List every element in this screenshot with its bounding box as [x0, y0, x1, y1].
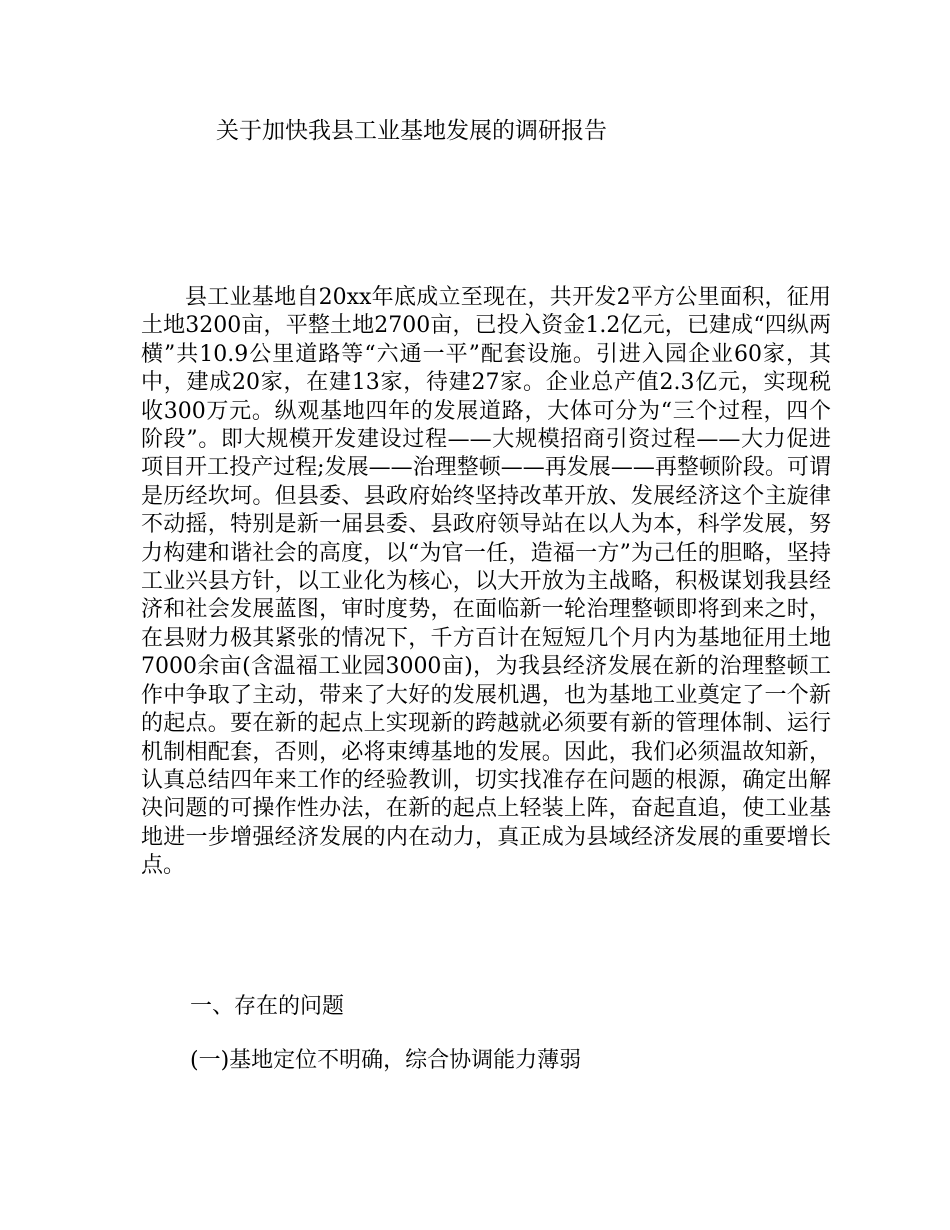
document-title: 关于加快我县工业基地发展的调研报告 [216, 118, 607, 144]
section-heading: 一、存在的问题 [190, 994, 345, 1019]
body-paragraph: 县工业基地自20xx年底成立至现在，共开发2平方公里面积，征用土地3200亩，平整土地2700亩，已投入资金1.2亿元，已建成“四纵两横”共10.9公里道路等“六通一平”配套设施。引进入园企业60家，其中，建成20家，在建13家，待建27家。企业总产值2.3亿元，实现税收300万元。纵观基地四年的发展道路，大体可分为“三个过程，四个阶段”。即大规模开发建设过程——大规模招商引资过程——大力促进项目开工投产过程;发展——治理整顿——再发展——再整顿阶段。可谓是历经坎坷。但县委、县政府始终坚持改革开放、发展经济这个主旋律不动摇，特别是新一届县委、县政府领导站在以人为本，科学发展，努力构建和谐社会的高度，以“为官一任，造福一方”为己任的胆略，坚持工业兴县方针，以工业化为核心，以大开放为主战略，积极谋划我县经济和社会发展蓝图，审时度势，在面临新一轮治理整顿即将到来之时，在县财力极其紧张的情况下，千方百计在短短几个月内为基地征用土地7000余亩(含温福工业园3000亩)，为我县经济发展在新的治理整顿工作中争取了主动，带来了大好的发展机遇，也为基地工业奠定了一个新的起点。要在新的起点上实现新的跨越就必须要有新的管理体制、运行机制相配套，否则，必将束缚基地的发展。因此，我们必须温故知新，认真总结四年来工作的经验教训，切实找准存在问题的根源，确定出解决问题的可操作性办法，在新的起点上轻装上阵，奋起直追，使工业基地进一步增强经济发展的内在动力，真正成为县域经济发展的重要增长点。 [141, 285, 831, 879]
subsection-heading: (一)基地定位不明确，综合协调能力薄弱 [190, 1048, 582, 1073]
